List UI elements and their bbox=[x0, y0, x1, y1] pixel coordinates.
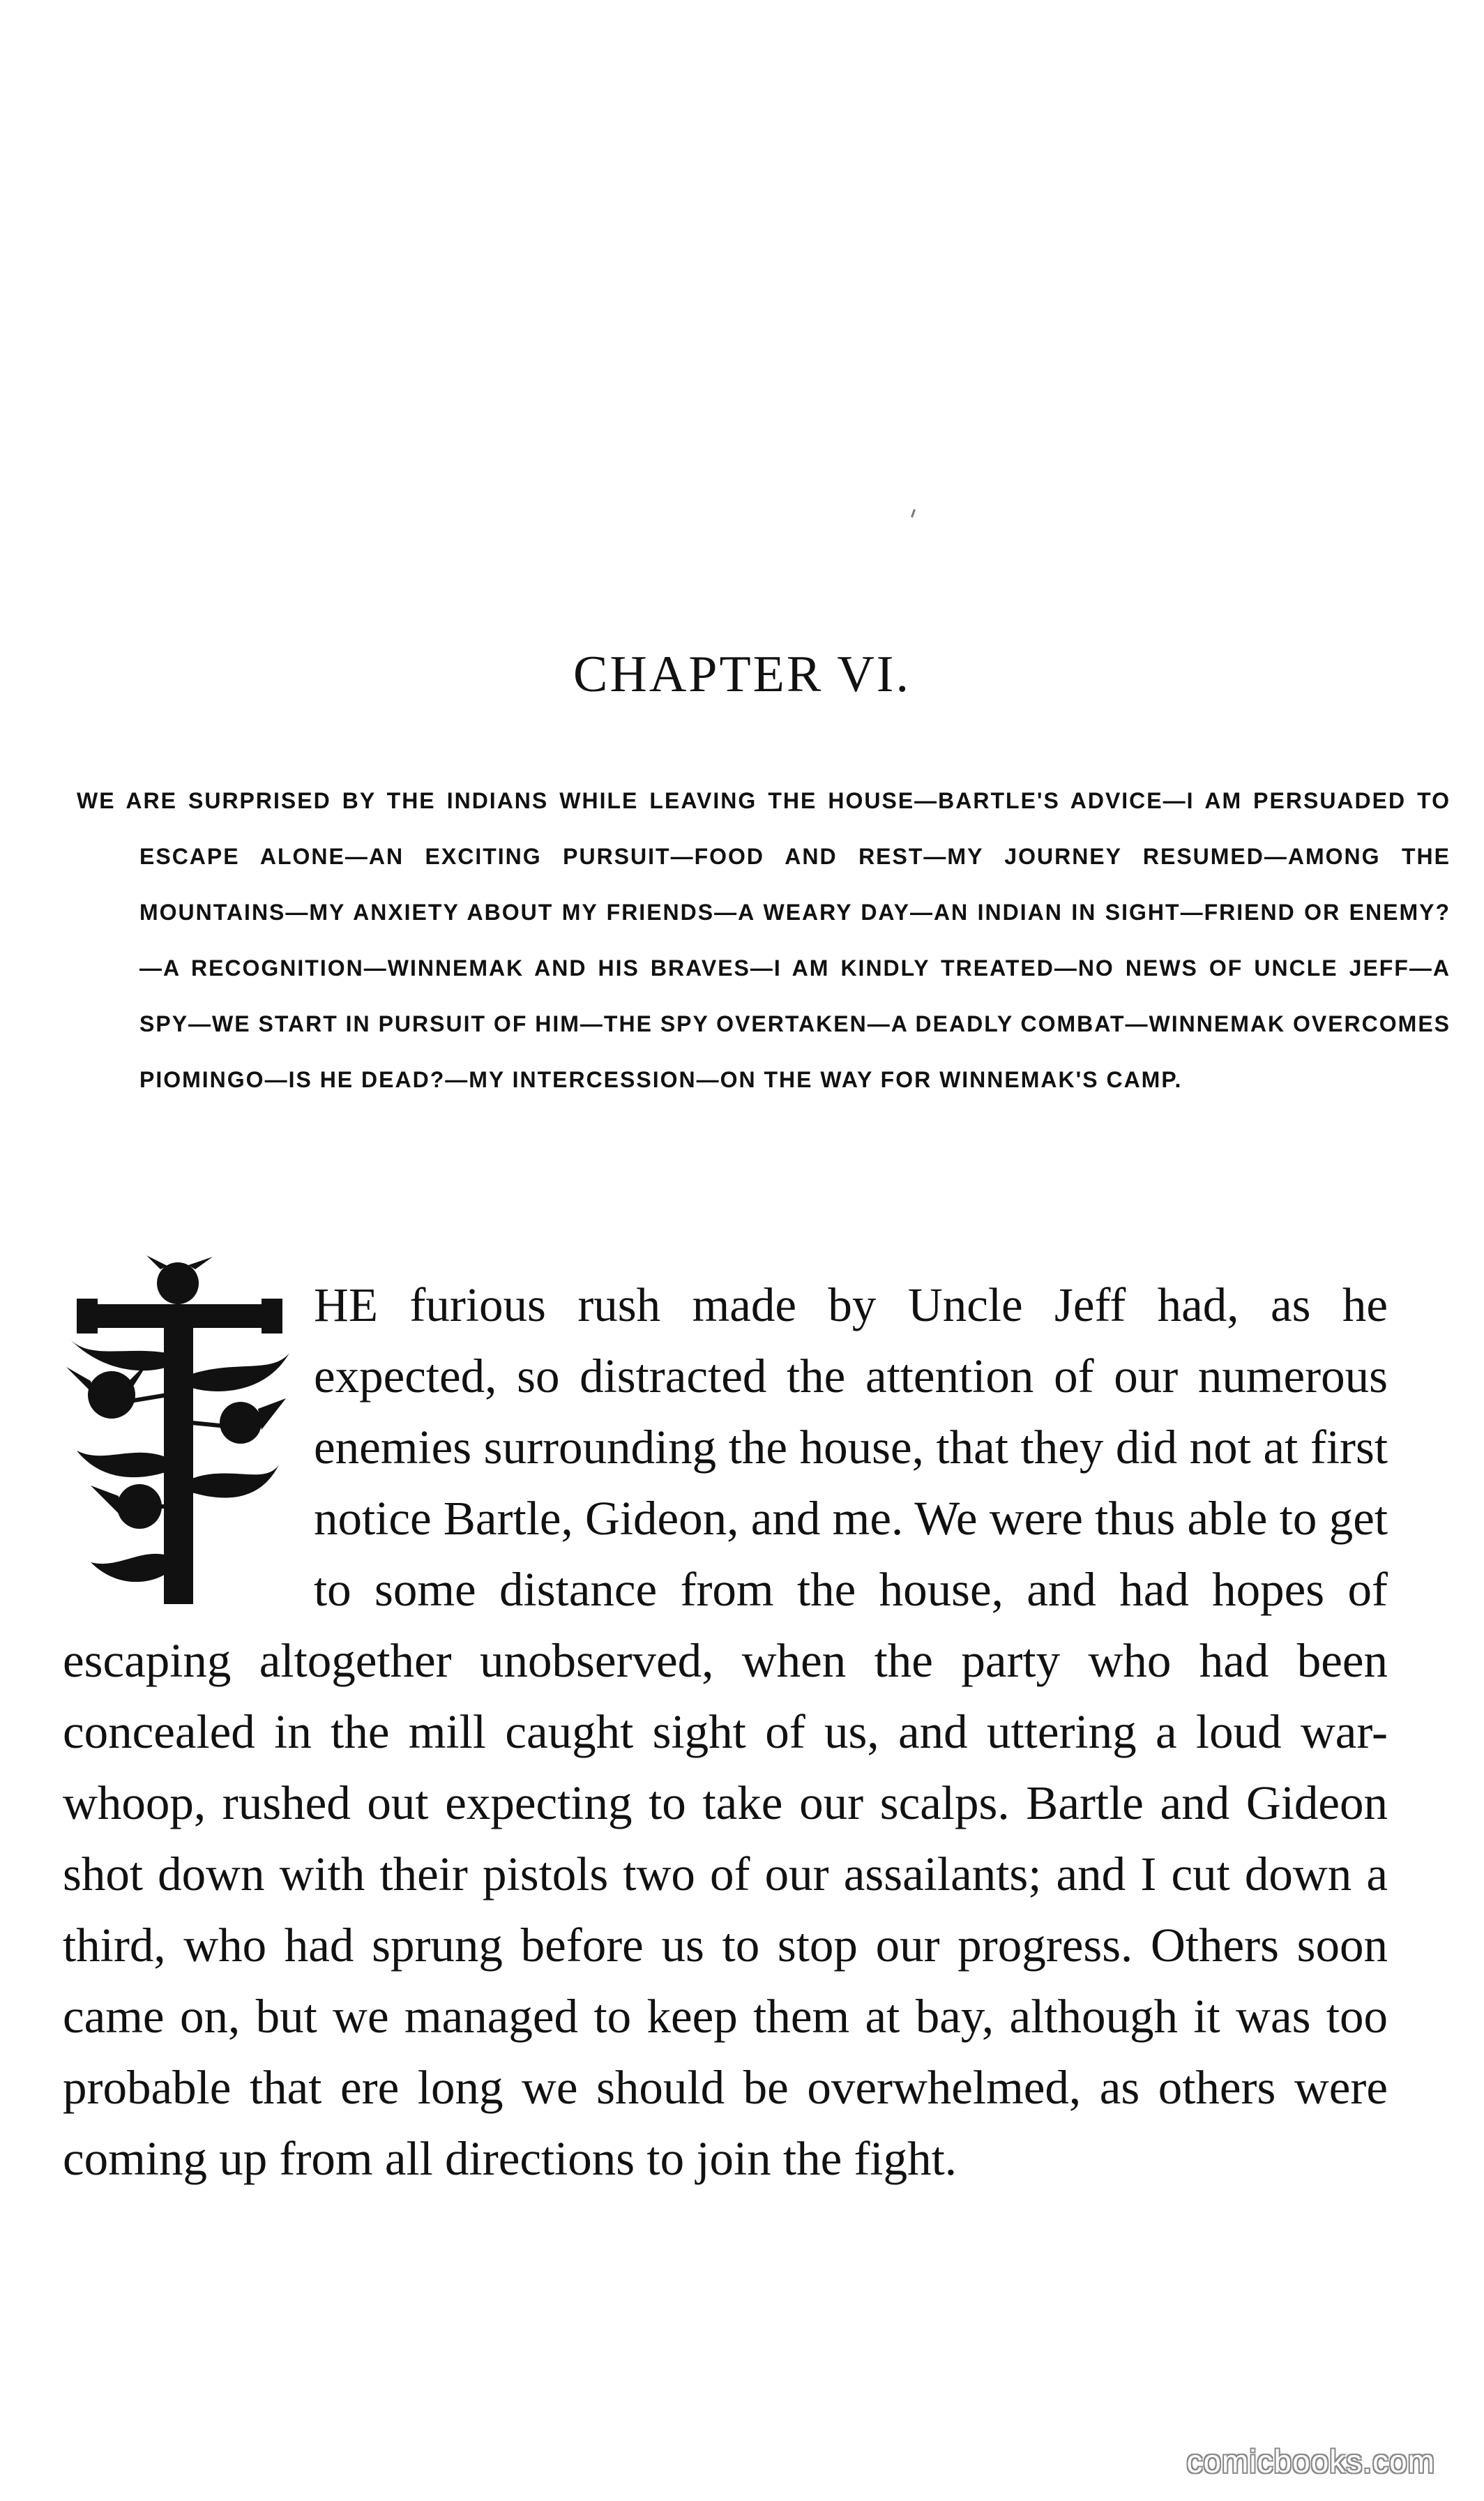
paragraph-text: HE furious rush made by Uncle Jeff had, as he expected, so distracted the attention of our numerous enemies surrounding the house, that they did not at first notice Bartle, Gideon, and me. We were thus able to get to some distance from the house, and had hopes of escaping altogether unobserved, when the party who had been concealed in the mill caught sight of us, and uttering a loud war-whoop, rushed out expecting to take our scalps. Bartle and Gideon shot down with their pistols two of our assailants; and I cut down a third, who had sprung before us to stop our progress. Others soon came on, but we managed to keep them at bay, although it was too probable that ere long we should be overwhelmed, as others were coming up from all directions to join the fight. bbox=[63, 1278, 1388, 2185]
watermark: comicbooks.com bbox=[1186, 2443, 1435, 2479]
decorated-drop-cap bbox=[63, 1255, 293, 1604]
chapter-synopsis: WE ARE SURPRISED BY THE INDIANS WHILE LEAVING THE HOUSE—BARTLE'S ADVICE—I AM PERSUADED TO ESCAPE ALONE—AN EXCITING PURSUIT—FOOD AND REST—MY JOURNEY RESUMED—AMONG THE MOUNTAINS—MY ANXIETY ABOUT MY FRIENDS—A WEARY DAY—AN INDIAN IN SIGHT—FRIEND OR ENEMY?—A RECOGNITION—WINNEMAK AND HIS BRAVES—I AM KINDLY TREATED—NO NEWS OF UNCLE JEFF—A SPY—WE START IN PURSUIT OF HIM—THE SPY OVERTAKEN—A DEADLY COMBAT—WINNEMAK OVERCOMES PIOMINGO—IS HE DEAD?—MY INTERCESSION—ON THE WAY FOR WINNEMAK'S CAMP. bbox=[77, 788, 1451, 1092]
chapter-title: CHAPTER VI. bbox=[573, 646, 911, 703]
thistle-ornament-icon bbox=[63, 1255, 293, 1604]
body-paragraph bbox=[63, 1269, 1388, 2194]
stray-ink-mark bbox=[911, 509, 916, 517]
